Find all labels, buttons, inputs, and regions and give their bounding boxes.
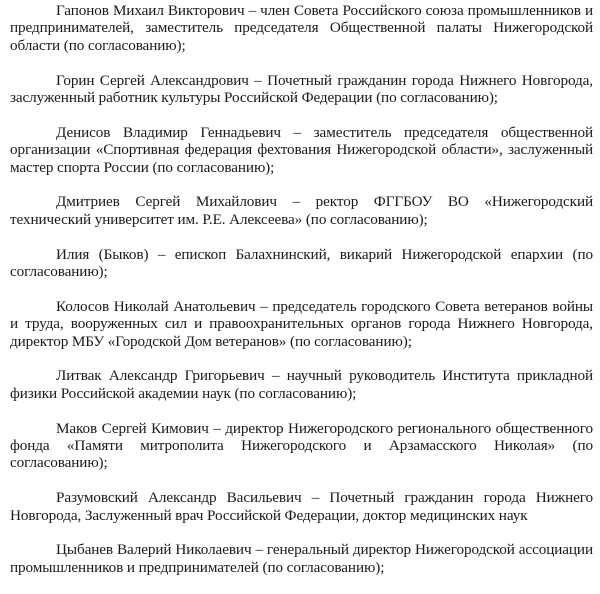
member-paragraph-denisov: Денисов Владимир Геннадьевич – заместитель председателя общественной организации «Спортивная федерация фехтования Нижегородской области», заслуженный мастер спорта России (по согласованию);	[10, 123, 593, 176]
member-paragraph-gaponov: Гапонов Михаил Викторович – член Совета Российского союза промышленников и предпринимателей, заместитель председателя Общественной палаты Нижегородской области (по согласованию);	[10, 2, 593, 54]
member-paragraph-razumovsky: Разумовский Александр Васильевич – Почетный гражданин города Нижнего Новгорода, Заслуженный врач Российской Федерации, доктор медицинских наук	[10, 489, 593, 524]
member-paragraph-dmitriev: Дмитриев Сергей Михайлович – ректор ФГГБОУ ВО «Нижегородский технический университет им. Р.Е. Алексеева» (по согласованию);	[10, 193, 593, 228]
member-paragraph-tsybanev: Цыбанев Валерий Николаевич – генеральный директор Нижегородской ассоциации промышленников и предпринимателей (по согласованию);	[10, 541, 593, 576]
member-paragraph-litvak: Литвак Александр Григорьевич – научный руководитель Института прикладной физики Российской академии наук (по согласованию);	[10, 367, 593, 402]
member-paragraph-makov: Маков Сергей Кимович – директор Нижегородского регионального общественного фонда «Памяти митрополита Нижегородского и Арзамасского Николая» (по согласованию);	[10, 419, 593, 472]
member-paragraph-iliya: Илия (Быков) – епископ Балахнинский, викарий Нижегородской епархии (по согласованию);	[10, 245, 593, 281]
member-paragraph-kolosov: Колосов Николай Анатольевич – председатель городского Совета ветеранов войны и труда, вооруженных сил и правоохранительных органов города Нижнего Новгорода, директор МБУ «Городской Дом ветеранов» (по согласованию);	[10, 297, 593, 350]
document-body	[10, 2, 593, 594]
member-paragraph-gorin: Горин Сергей Александрович – Почетный гражданин города Нижнего Новгорода, заслуженный работник культуры Российской Федерации (по согласованию);	[10, 71, 593, 107]
